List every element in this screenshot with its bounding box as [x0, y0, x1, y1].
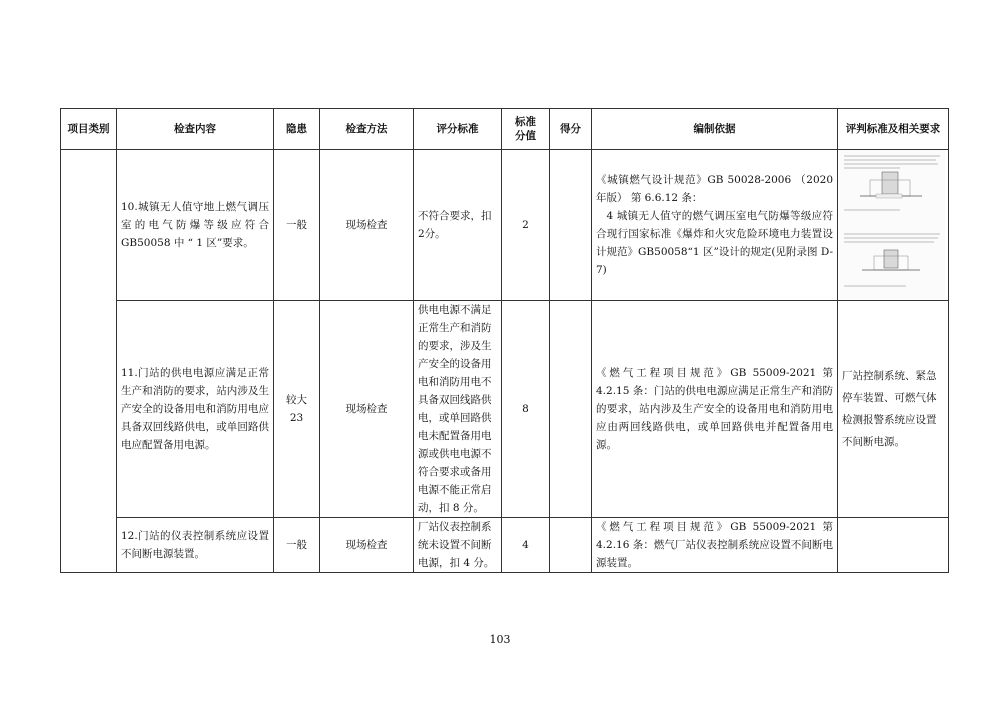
table-row	[61, 301, 949, 518]
header-score: 得分	[550, 109, 592, 150]
basis-cell	[592, 150, 838, 301]
hazard-cell: 较大 23	[274, 301, 320, 518]
scoring-cell: 不符合要求，扣2分。	[414, 150, 502, 301]
page-number: 103	[489, 633, 511, 646]
method-cell: 现场检查	[320, 150, 414, 301]
hazard-cell: 一般	[274, 518, 320, 573]
category-cell	[61, 150, 117, 573]
criteria-cell	[838, 150, 949, 301]
basis-cell: 《燃气工程项目规范》GB 55009-2021 第 4.2.15 条：门站的供电电源应满足正常生产和消防的要求，站内涉及生产安全的设备用电和消防用电应由两回线路供电，或单回路供电并配置备用电源。	[592, 301, 838, 518]
hazard-cell: 一般	[274, 150, 320, 301]
method-cell: 现场检查	[320, 518, 414, 573]
score-cell	[550, 518, 592, 573]
content-cell: 12.门站的仪表控制系统应设置不间断电源装置。	[117, 518, 274, 573]
table-header-row	[61, 109, 949, 150]
score-cell	[550, 150, 592, 301]
criteria-cell	[838, 518, 949, 573]
header-points: 标准分值	[502, 109, 550, 150]
basis-cell: 《燃气工程项目规范》GB 55009-2021 第 4.2.16 条：燃气厂站仪表控制系统应设置不间断电源装置。	[592, 518, 838, 573]
header-basis: 编制依据	[592, 109, 838, 150]
points-cell: 2	[502, 150, 550, 301]
points-cell: 8	[502, 301, 550, 518]
table-row	[61, 150, 949, 301]
header-criteria: 评判标准及相关要求	[838, 109, 949, 150]
header-content: 检查内容	[117, 109, 274, 150]
basis-paragraph: 4 城镇无人值守的燃气调压室电气防爆等级应符合现行国家标准《爆炸和火灾危险环境电力装置设计规范》GB50058“1 区”设计的规定(见附录图 D-7)	[596, 210, 833, 276]
header-scoring: 评分标准	[414, 109, 502, 150]
inspection-table	[60, 108, 949, 573]
table-row	[61, 518, 949, 573]
header-hazard: 隐患	[274, 109, 320, 150]
criteria-cell: 厂站控制系统、紧急停车装置、可燃气体检测报警系统应设置不间断电源。	[838, 301, 949, 518]
content-cell: 11.门站的供电电源应满足正常生产和消防的要求，站内涉及生产安全的设备用电和消防用电应具备双回线路供电，或单回路供电应配置备用电源。	[117, 301, 274, 518]
appendix-figure-thumbnail	[840, 150, 946, 300]
scoring-cell: 供电电源不满足正常生产和消防的要求，涉及生产安全的设备用电和消防用电不具备双回线路供电，或单回路供电未配置备用电源或供电电源不符合要求或备用电源不能正常启动，扣 8 分。	[414, 301, 502, 518]
scoring-cell: 厂站仪表控制系统未设置不间断电源，扣 4 分。	[414, 518, 502, 573]
score-cell	[550, 301, 592, 518]
basis-paragraph: 《城镇燃气设计规范》GB 50028-2006 （2020 年版） 第 6.6.12 条：	[596, 174, 833, 204]
points-cell: 4	[502, 518, 550, 573]
header-category: 项目类别	[61, 109, 117, 150]
method-cell: 现场检查	[320, 301, 414, 518]
explosion-zone-diagram-icon	[840, 150, 945, 300]
content-cell: 10.城镇无人值守地上燃气调压室的电气防爆等级应符合GB50058 中 “ 1 区”要求。	[117, 150, 274, 301]
header-method: 检查方法	[320, 109, 414, 150]
